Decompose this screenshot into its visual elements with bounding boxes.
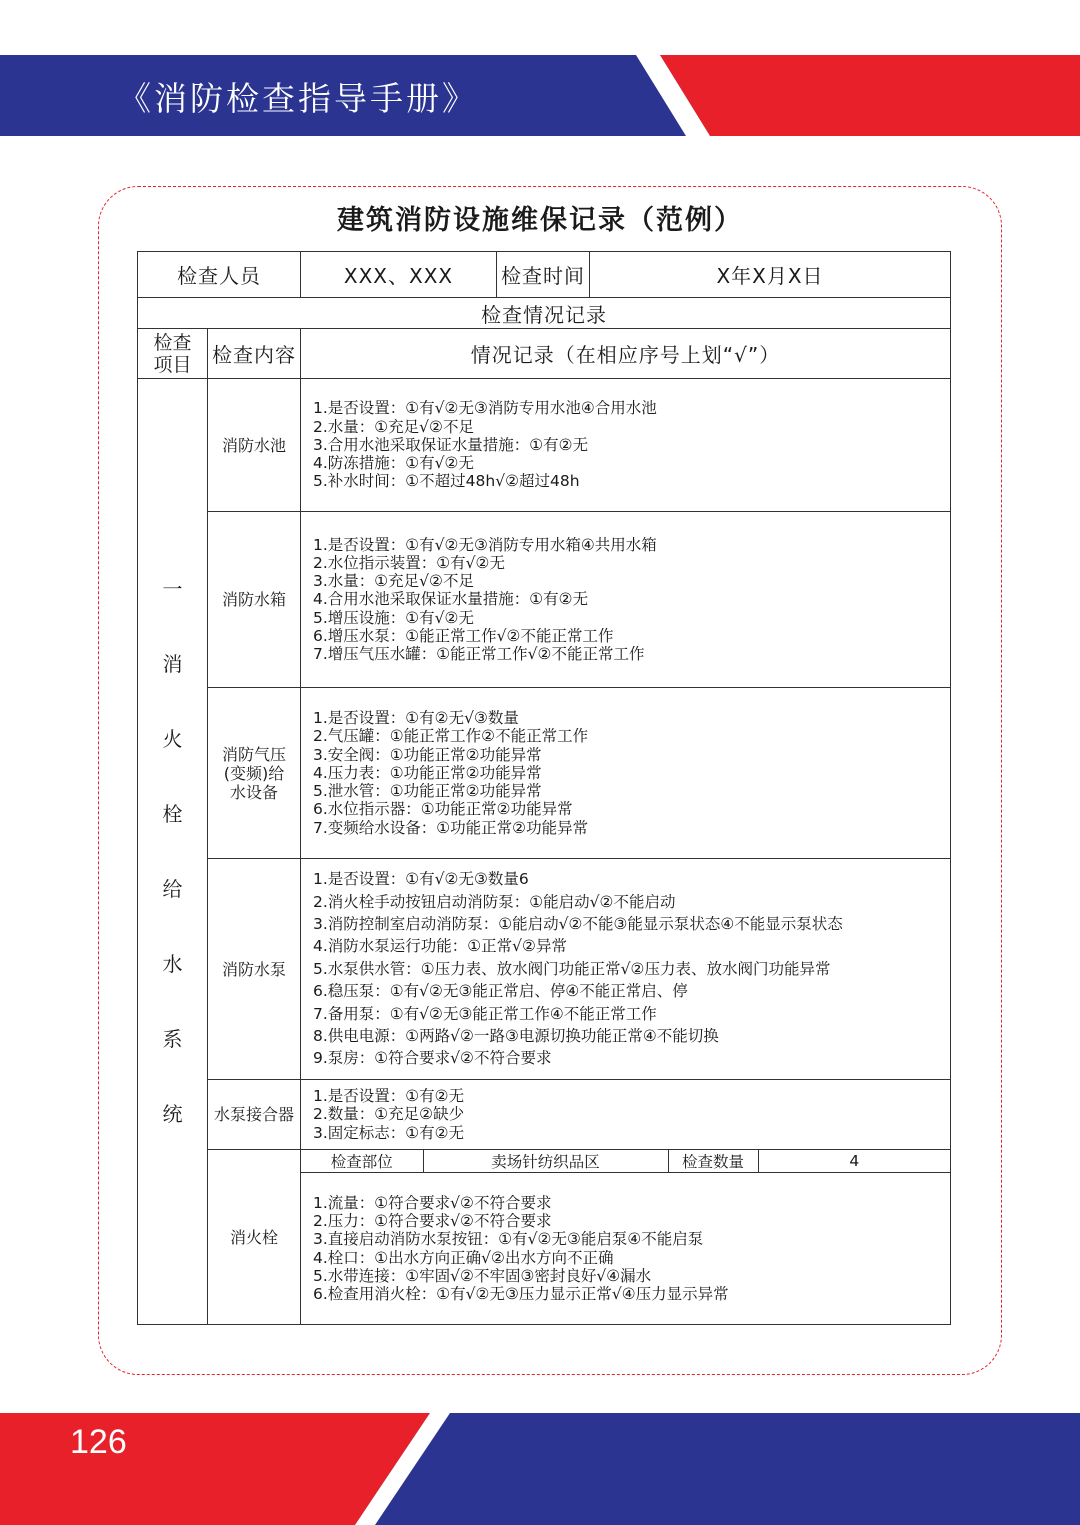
record-line: 6.稳压泵：①有√②无③能正常启、停④不能正常启、停 [313,982,688,1001]
record-pressure-equipment [301,688,951,859]
row-label-fire-pump: 消防水泵 [208,859,301,1080]
record-line: 1.流量：①符合要求√②不符合要求 [313,1193,552,1212]
record-line: 4.合用水池采取保证水量措施：①有②无 [313,590,589,609]
record-line: 2.消火栓手动按钮启动消防泵：①能启动√②不能启动 [313,892,676,911]
system-char: 栓 [162,801,183,826]
record-line: 8.供电电源：①两路√②一路③电源切换功能正常④不能切换 [313,1027,719,1046]
record-line: 5.水带连接：①牢固√②不牢固③密封良好√④漏水 [313,1266,652,1285]
record-line: 4.栓口：①出水方向正确√②出水方向不正确 [313,1248,614,1267]
system-label [138,379,208,1325]
inspector-label: 检查人员 [138,252,301,298]
record-line: 2.压力：①符合要求√②不符合要求 [313,1212,552,1231]
record-line: 7.增压气压水罐：①能正常工作√②不能正常工作 [313,645,645,663]
record-line: 5.泄水管：①功能正常②功能异常 [313,782,542,801]
record-line: 1.是否设置：①有②无√③数量 [313,709,519,728]
system-char: 系 [162,1026,183,1051]
record-line: 7.变频给水设备：①功能正常②功能异常 [313,818,589,837]
row-label-pressure-equipment [208,688,301,859]
record-line: 6.检查用消火栓：①有√②无③压力显示正常√④压力显示异常 [313,1284,729,1303]
record-line: 5.增压设施：①有√②无 [313,608,474,627]
record-line: 3.安全阀：①功能正常②功能异常 [313,745,542,764]
record-line: 3.直接启动消防水泵按钮：①有√②无③能启泵④不能启泵 [313,1230,704,1249]
system-char: 一 [162,576,183,601]
section-title: 检查情况记录 [138,298,951,329]
record-line: 1.是否设置：①有√②无③消防专用水箱④共用水箱 [313,535,657,554]
record-line: 3.水量：①充足√②不足 [313,572,474,591]
row-label-line: (变频)给 [223,763,285,783]
record-line: 2.水量：①充足√②不足 [313,417,474,436]
record-pump-adapter [301,1080,951,1150]
record-line: 4.消防水泵运行功能：①正常√②异常 [313,937,567,956]
record-line: 3.消防控制室启动消防泵：①能启动√②不能③能显示泵状态④不能显示泵状态 [313,914,843,933]
system-char: 给 [162,876,183,901]
record-fire-pump [301,859,951,1080]
record-line: 2.水位指示装置：①有√②无 [313,553,505,572]
document-title: 建筑消防设施维保记录（范例） [337,205,743,236]
col-header-item-line1: 检查 [153,331,192,354]
hydrant-subheader [301,1150,950,1172]
page-number: 126 [70,1423,127,1461]
col-header-item-line2: 项目 [153,353,192,376]
system-char: 统 [162,1101,183,1126]
record-line: 9.泵房：①符合要求√②不符合要求 [313,1049,552,1068]
record-line: 7.备用泵：①有√②无③能正常工作④不能正常工作 [313,1004,657,1023]
record-hydrant [301,1173,951,1325]
row-label-line: 消防气压 [221,744,286,764]
system-char: 消 [162,651,183,676]
location-label: 检查部位 [330,1153,393,1171]
record-line: 1.是否设置：①有√②无③消防专用水池④合用水池 [313,399,657,418]
location-value: 卖场针纺织品区 [423,1150,668,1172]
record-fire-tank [301,512,951,688]
maintenance-record-table [137,251,951,1325]
record-line: 5.水泵供水管：①压力表、放水阀门功能正常√②压力表、放水阀门功能异常 [313,959,831,978]
count-value: 4 [758,1150,950,1172]
record-line: 6.水位指示器：①功能正常②功能异常 [313,800,573,819]
record-line: 2.气压罐：①能正常工作②不能正常工作 [313,727,589,746]
record-line: 3.固定标志：①有②无 [313,1123,465,1142]
record-line: 4.压力表：①功能正常②功能异常 [313,763,542,782]
record-line: 4.防冻措施：①有√②无 [313,454,474,473]
inspector-value: XXX、XXX [301,252,497,298]
manual-title: 《消防检查指导手册》 [118,79,478,118]
row-label-line: 水设备 [229,782,278,802]
record-line: 5.补水时间：①不超过48h√②超过48h [313,472,580,491]
col-header-record: 情况记录（在相应序号上划“√”） [301,329,951,379]
row-label-pump-adapter: 水泵接合器 [208,1080,301,1150]
col-header-content: 检查内容 [208,329,301,379]
record-line: 3.合用水池采取保证水量措施：①有②无 [313,435,589,454]
row-label-hydrant: 消火栓 [208,1150,301,1325]
time-label: 检查时间 [497,252,590,298]
row-label-fire-tank: 消防水箱 [208,512,301,688]
record-line: 2.数量：①充足②缺少 [313,1105,465,1124]
time-value: X年X月X日 [590,252,951,298]
record-line: 1.是否设置：①有②无 [313,1087,465,1106]
system-char: 水 [162,951,183,976]
col-header-item [138,329,208,379]
record-line: 1.是否设置：①有√②无③数量6 [313,870,529,889]
count-label: 检查数量 [668,1150,758,1172]
row-label-fire-pool: 消防水池 [208,379,301,512]
record-fire-pool [301,379,951,512]
hydrant-location-row [301,1150,951,1173]
record-line: 6.增压水泵：①能正常工作√②不能正常工作 [313,626,614,645]
system-char: 火 [162,726,183,751]
